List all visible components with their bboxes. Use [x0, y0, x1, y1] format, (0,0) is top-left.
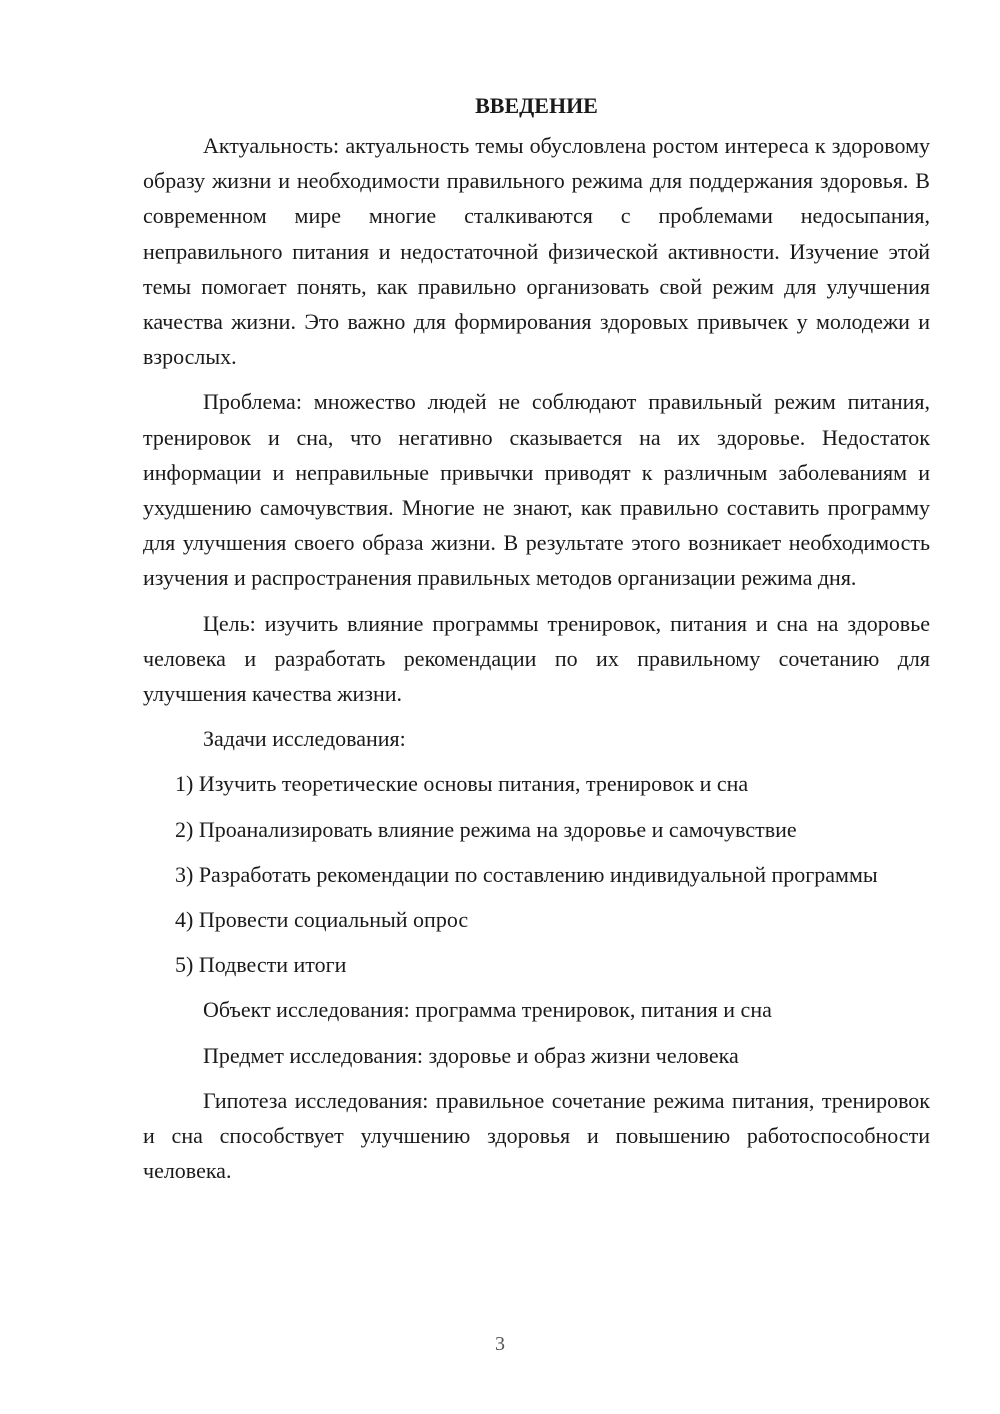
tasks-heading: Задачи исследования:	[203, 726, 406, 752]
task-item-1: 1) Изучить теоретические основы питания, тренировок и сна	[175, 771, 749, 797]
research-object: Объект исследования: программа тренировок, питания и сна	[203, 997, 772, 1023]
task-item-2: 2) Проанализировать влияние режима на здоровье и самочувствие	[175, 816, 797, 842]
relevance-paragraph: Актуальность: актуальность темы обусловлена ростом интереса к здоровому образу жизни и необходимости правильного режима для поддержания здоровья. В современном мире многие сталкиваются с проблемами недосыпания, неправильного питания и недостаточной физической активности. Изучение этой темы помогает понять, как правильно организовать свой режим для улучшения качества жизни. Это важно для формирования здоровых привычек у молодежи и взрослых.	[143, 133, 930, 370]
problem-paragraph: Проблема: множество людей не соблюдают правильный режим питания, тренировок и сна, что негативно сказывается на их здоровье. Недостаток информации и неправильные привычки приводят к различным заболеваниям и ухудшению самочувствия. Многие не знают, как правильно составить программу для улучшения своего образа жизни. В результате этого возникает необходимость изучения и распространения правильных методов организации режима дня.	[143, 389, 930, 591]
task-item-5: 5) Подвести итоги	[175, 952, 347, 978]
page-number: 3	[495, 1333, 505, 1355]
hypothesis-paragraph: Гипотеза исследования: правильное сочетание режима питания, тренировок и сна способствует улучшению здоровья и повышению работоспособности человека.	[143, 1087, 930, 1184]
task-item-4: 4) Провести социальный опрос	[175, 907, 469, 933]
goal-paragraph: Цель: изучить влияние программы тренировок, питания и сна на здоровье человека и разработать рекомендации по их правильному сочетанию для улучшения качества жизни.	[143, 610, 930, 707]
research-subject: Предмет исследования: здоровье и образ жизни человека	[203, 1042, 739, 1068]
task-item-3: 3) Разработать рекомендации по составлению индивидуальной программы	[175, 861, 878, 887]
document-page	[143, 90, 930, 1198]
section-title: ВВЕДЕНИЕ	[475, 93, 598, 118]
